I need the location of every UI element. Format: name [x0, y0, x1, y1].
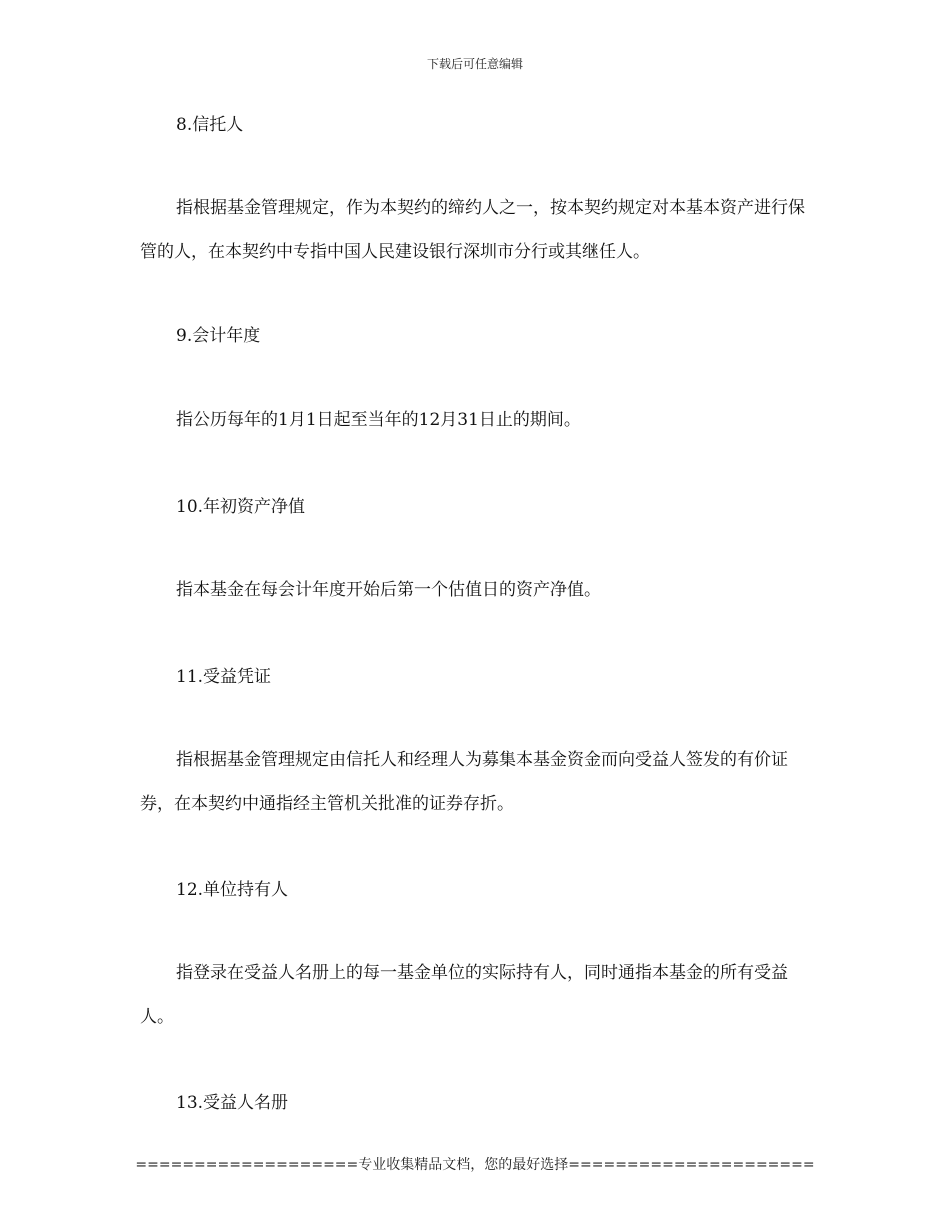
section-heading-8: 8.信托人	[176, 115, 244, 135]
section-body-8: 指根据基金管理规定，作为本契约的缔约人之一，按本契约规定对本基本资产进行保管的人，在本契约中专指中国人民建设银行深圳市分行或其继任人。	[140, 198, 805, 262]
section-body-10: 指本基金在每会计年度开始后第一个估值日的资产净值。	[176, 580, 601, 600]
section-body-11: 指根据基金管理规定由信托人和经理人为募集本基金资金而向受益人签发的有价证券，在本契约中通指经主管机关批准的证券存折。	[140, 750, 788, 814]
section-heading-13: 13.受益人名册	[176, 1093, 289, 1113]
section-heading-10: 10.年初资产净值	[176, 497, 306, 517]
section-heading-9: 9.会计年度	[176, 326, 261, 346]
section-body-9: 指公历每年的1月1日起至当年的12月31日止的期间。	[176, 410, 581, 430]
section-heading-11: 11.受益凭证	[176, 667, 272, 687]
page-header: 下载后可任意编辑	[426, 57, 523, 71]
section-heading-12: 12.单位持有人	[176, 880, 289, 900]
page-footer: ===================专业收集精品文档，您的最好选择=====================	[135, 1157, 815, 1173]
section-body-12: 指登录在受益人名册上的每一基金单位的实际持有人，同时通指本基金的所有受益人。	[140, 963, 788, 1027]
